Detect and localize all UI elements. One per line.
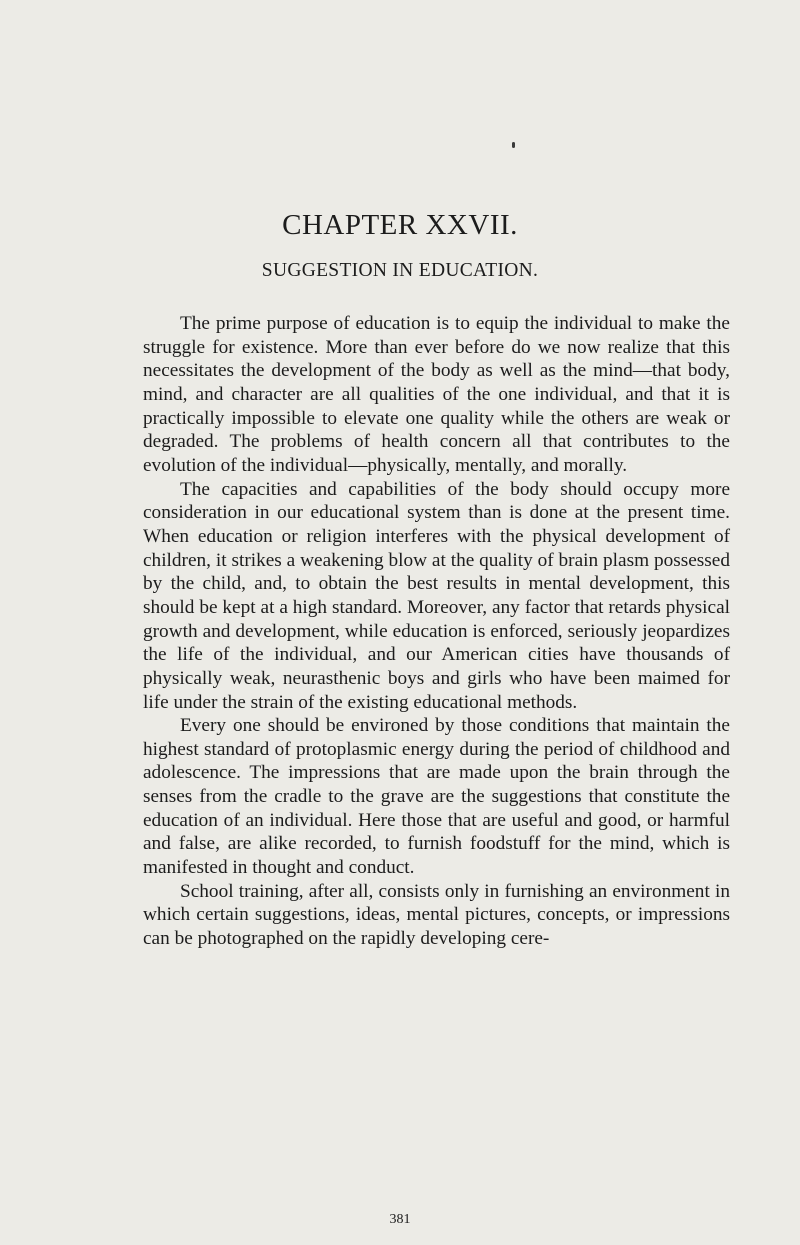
body-text	[143, 312, 730, 951]
page-number: 381	[389, 1212, 411, 1227]
paragraph-1: The prime purpose of education is to equip the individual to make the struggle for existence. More than ever before do we now realize that this necessitates the development of the body as well as the mind—that body, mind, and character are all qualities of the one individual, and that it is practically impossible to elevate one quality while the others are weak or degraded. The problems of health concern all that contributes to the evolution of the individual—physically, mentally, and morally.	[143, 313, 730, 476]
paragraph-4: School training, after all, consists only in furnishing an environment in which certain suggestions, ideas, mental pictures, concepts, or impressions can be photographed on the rapidly developing cere-	[143, 880, 730, 950]
chapter-title: SUGGESTION IN EDUCATION.	[261, 260, 539, 281]
ink-speck	[512, 142, 515, 148]
chapter-heading: CHAPTER XXVII.	[282, 209, 518, 241]
paragraph-2: The capacities and capabilities of the body should occupy more consideration in our educational system than is done at the present time. When education or religion interferes with the physical development of children, it strikes a weakening blow at the quality of brain plasm possessed by the child, and, to obtain the best results in mental development, this should be kept at a high standard. Moreover, any factor that retards physical growth and development, while education is enforced, seriously jeopardizes the life of the individual, and our American cities have thousands of physically weak, neurasthenic boys and girls who have been maimed for life under the strain of the existing educational methods.	[143, 478, 730, 713]
paragraph-3: Every one should be environed by those conditions that maintain the highest standard of protoplasmic energy during the period of childhood and adolescence. The impressions that are made upon the brain through the senses from the cradle to the grave are the suggestions that constitute the education of an individual. Here those that are useful and good, or harmful and false, are alike recorded, to furnish foodstuff for the mind, which is manifested in thought and conduct.	[143, 715, 730, 879]
